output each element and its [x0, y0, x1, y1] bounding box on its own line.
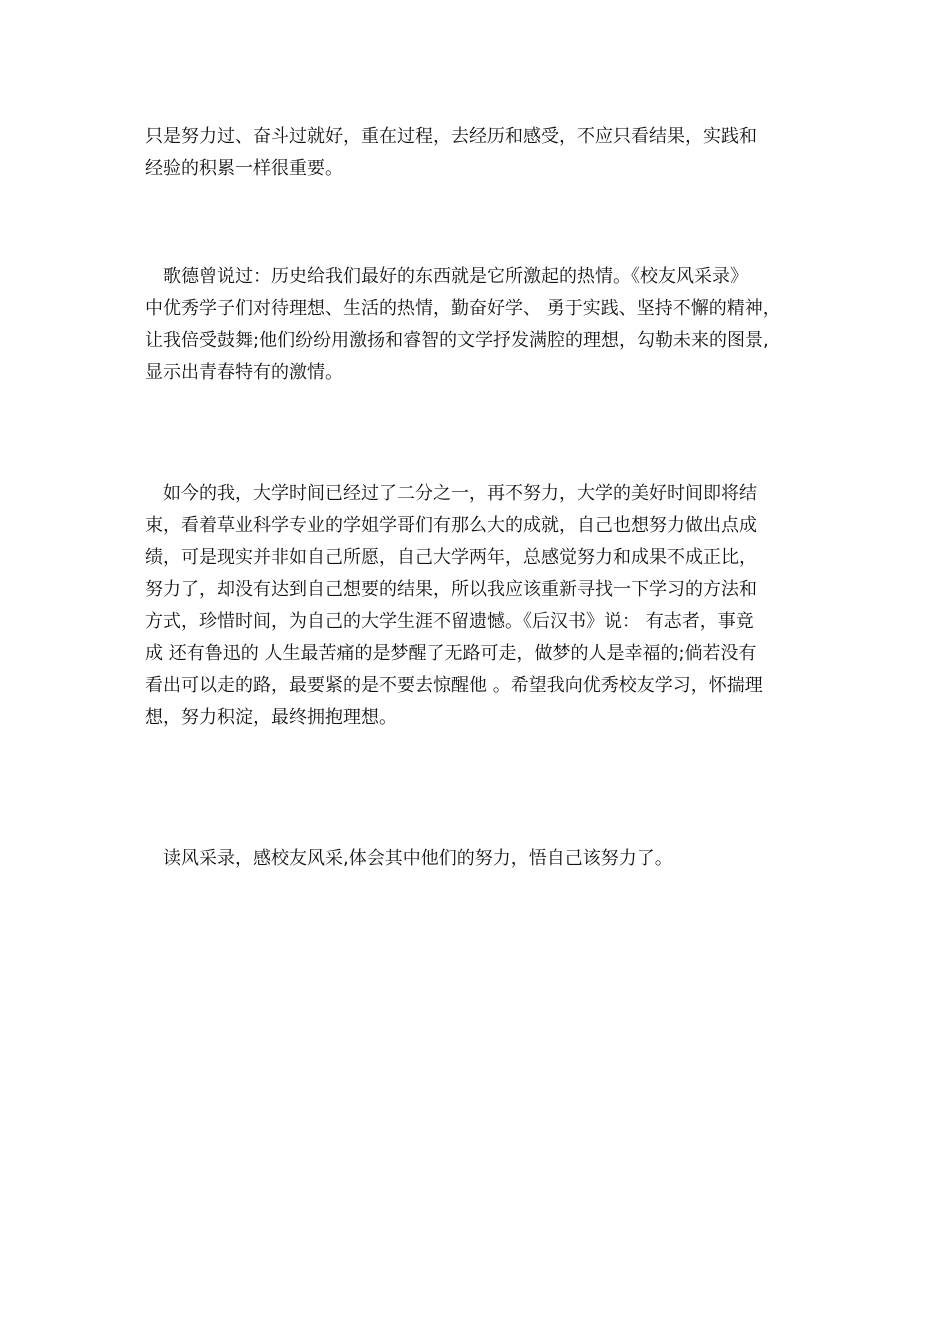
paragraph-line: 如今的我，大学时间已经过了二分之一，再不努力，大学的美好时间即将结 [145, 483, 757, 504]
paragraph-line: 读风采录，感校友风采,体会其中他们的努力，悟自己该努力了。 [145, 848, 673, 869]
paragraph-conclusion [145, 843, 815, 875]
paragraph-line: 中优秀学子们对待理想、生活的热情，勤奋好学、 勇于实践、坚持不懈的精神， [145, 298, 781, 319]
paragraph-goethe-quote [145, 261, 815, 389]
paragraph-line: 想，努力积淀，最终拥抱理想。 [145, 707, 397, 728]
paragraph-line: 看出可以走的路，最要紧的是不要去惊醒他 。希望我向优秀校友学习，怀揣理 [145, 675, 763, 696]
paragraph-line: 绩，可是现实并非如自己所愿，自己大学两年，总感觉努力和成果不成正比， [145, 547, 757, 568]
paragraph-line: 只是努力过、奋斗过就好，重在过程，去经历和感受，不应只看结果，实践和 [145, 126, 757, 147]
paragraph-line: 歌德曾说过：历史给我们最好的东西就是它所激起的热情。《校友风采录》 [145, 266, 748, 287]
paragraph-line: 束，看着草业科学专业的学姐学哥们有那么大的成就，自己也想努力做出点成 [145, 515, 757, 536]
paragraph-line: 显示出青春特有的激情。 [145, 362, 343, 383]
paragraph-line: 成 还有鲁迅的 人生最苦痛的是梦醒了无路可走，做梦的人是幸福的;倘若没有 [145, 643, 757, 664]
paragraph-line: 努力了，却没有达到自己想要的结果，所以我应该重新寻找一下学习的方法和 [145, 579, 757, 600]
paragraph-university-reflection [145, 478, 815, 734]
paragraph-line: 让我倍受鼓舞;他们纷纷用激扬和睿智的文学抒发满腔的理想，勾勒未来的图景, [145, 330, 769, 351]
paragraph-effort-process [145, 121, 815, 185]
paragraph-line: 经验的积累一样很重要。 [145, 158, 343, 179]
paragraph-line: 方式，珍惜时间，为自己的大学生涯不留遗憾。《后汉书》说： 有志者，事竟 [145, 611, 754, 632]
